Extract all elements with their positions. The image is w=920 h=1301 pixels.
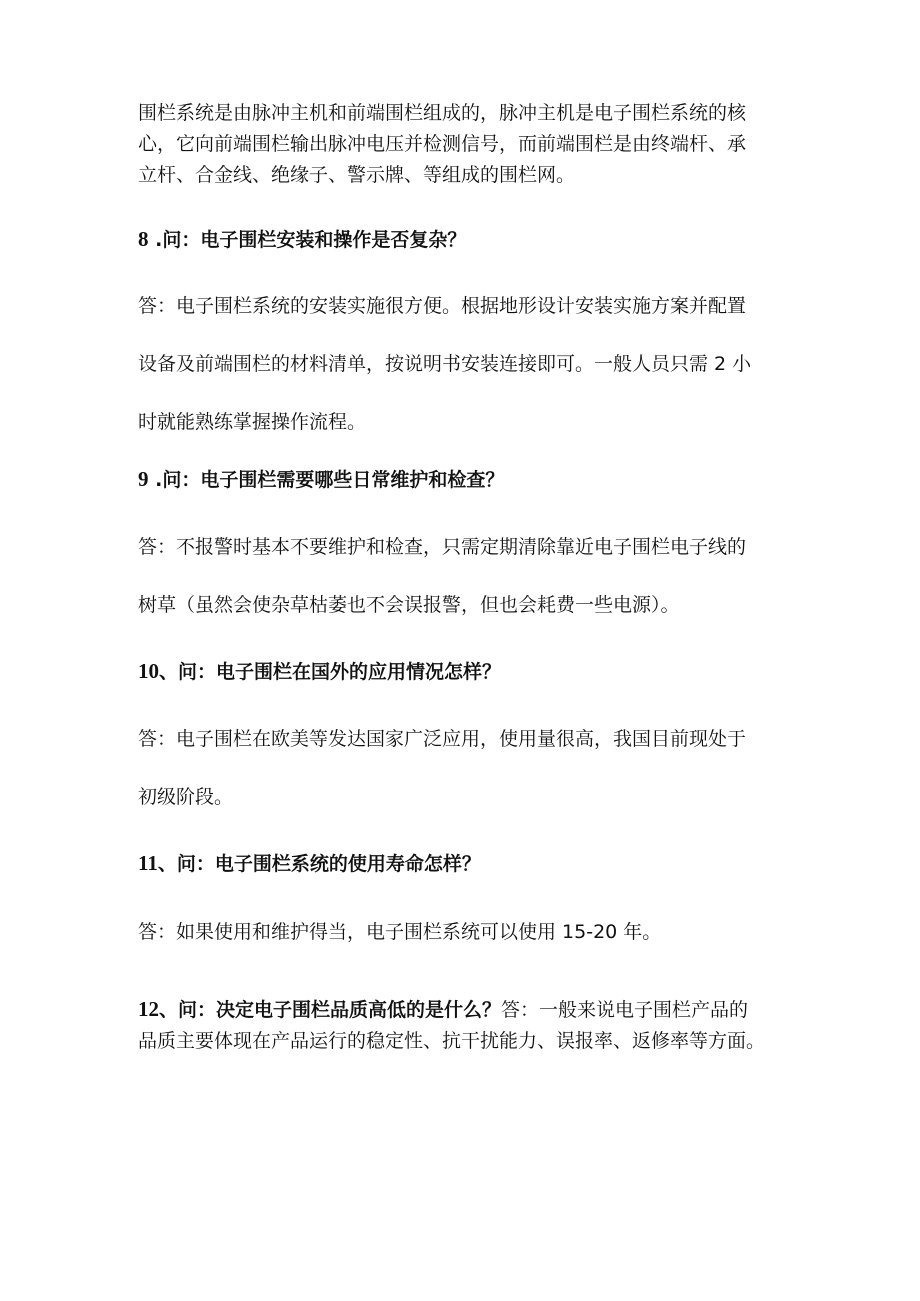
question-number: 9 <box>138 467 149 491</box>
question-text: .问：电子围栏安装和操作是否复杂？ <box>148 229 467 251</box>
question-text: 、问：决定电子围栏品质高低的是什么？ <box>159 999 502 1021</box>
answer-11 <box>138 903 818 961</box>
answer-line: 时就能熟练掌握操作流程。 <box>138 411 367 433</box>
answer-line: 答：不报警时基本不要维护和检查，只需定期清除靠近电子围栏电子线的 <box>138 536 747 558</box>
question-number: 10 <box>138 659 159 683</box>
question-8-heading <box>138 224 818 256</box>
answer-line: 答：如果使用和维护得当，电子围栏系统可以使用 15-20 年。 <box>138 921 662 943</box>
intro-line: 心，它向前端围栏输出脉冲电压并检测信号，而前端围栏是由终端杆、承 <box>138 133 747 155</box>
answer-line: 树草（虽然会使杂草枯萎也不会误报警，但也会耗费一些电源）。 <box>138 594 680 616</box>
answer-9 <box>138 518 818 634</box>
answer-line: 品质主要体现在产品运行的稳定性、抗干扰能力、误报率、返修率等方面。 <box>138 1030 766 1052</box>
question-10-heading <box>138 656 818 688</box>
question-text: 、问：电子围栏系统的使用寿命怎样？ <box>157 853 481 875</box>
question-9-heading <box>138 464 818 496</box>
question-11-heading <box>138 848 818 880</box>
question-number: 8 <box>138 227 149 251</box>
answer-line: 设备及前端围栏的材料清单，按说明书安装连接即可。一般人员只需 2 小 <box>138 353 752 375</box>
question-text: 、问：电子围栏在国外的应用情况怎样？ <box>159 661 502 683</box>
answer-inline-text: 答：一般来说电子围栏产品的 <box>501 999 749 1021</box>
answer-10 <box>138 710 818 826</box>
answer-line: 答：电子围栏在欧美等发达国家广泛应用，使用量很高，我国目前现处于 <box>138 728 747 750</box>
question-12-paragraph <box>138 994 818 1057</box>
question-text: .问：电子围栏需要哪些日常维护和检查？ <box>148 469 505 491</box>
question-number: 11 <box>138 851 158 875</box>
answer-line: 答：电子围栏系统的安装实施很方便。根据地形设计安装实施方案并配置 <box>138 295 747 317</box>
intro-line: 围栏系统是由脉冲主机和前端围栏组成的，脉冲主机是电子围栏系统的核 <box>138 102 747 124</box>
answer-line: 初级阶段。 <box>138 786 234 808</box>
intro-paragraph <box>138 98 818 191</box>
question-number: 12 <box>138 997 159 1021</box>
intro-line: 立杆、合金线、绝缘子、警示牌、等组成的围栏网。 <box>138 164 576 186</box>
answer-8 <box>138 277 818 451</box>
